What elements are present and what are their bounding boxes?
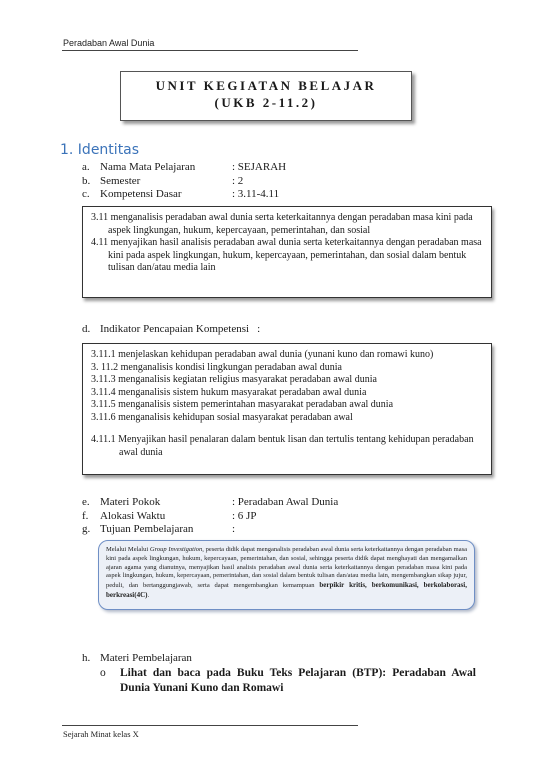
field-key: c. <box>82 188 90 200</box>
ipk-item: 3. 11.2 menganalisis kondisi lingkungan peradaban awal dunia <box>91 361 342 373</box>
title-line-1: UNIT KEGIATAN BELAJAR <box>155 78 377 93</box>
field-value: : 2 <box>232 174 244 187</box>
field-row <box>82 161 286 175</box>
identity-fields-2 <box>82 496 338 537</box>
field-row <box>82 175 286 189</box>
field-name: Tujuan Pembelajaran <box>100 523 194 535</box>
field-key: g. <box>82 523 91 535</box>
ipk-item: 3.11.4 menganalisis sistem hukum masyarakat peradaban awal dunia <box>91 386 367 398</box>
bullet-text <box>120 666 476 696</box>
field-key: a. <box>82 161 90 173</box>
field-key: d. <box>82 323 91 335</box>
header-divider <box>62 50 358 51</box>
kd-item: 4.11 menyajikan hasil analisis peradaban awal dunia serta keterkaitannya dengan peradaban masa kini pada aspek lingkungan, hukum, kepercayaan, pemerintahan, dan sosial dalam bentuk tulisan dan/atau media lain <box>91 237 482 273</box>
goal-skills: berpikir kritis, berkomunikasi, berkolaborasi, berkreasi(4C) <box>106 581 467 599</box>
materi-bullet <box>100 666 476 696</box>
bullet-icon: o <box>100 667 106 679</box>
goal-text: . <box>147 591 150 599</box>
running-header: Peradaban Awal Dunia <box>63 38 155 48</box>
ipk-item: 3.11.1 menjelaskan kehidupan peradaban awal dunia (yunani kuno dan romawi kuno) <box>91 349 434 360</box>
field-key: b. <box>82 174 91 187</box>
field-name: Alokasi Waktu <box>100 509 166 522</box>
field-key: h. <box>82 652 91 664</box>
field-name: Materi Pokok <box>100 496 161 508</box>
field-value: : 6 JP <box>232 509 257 522</box>
field-h-row <box>82 652 192 666</box>
field-key: f. <box>82 509 89 522</box>
field-key: e. <box>82 496 90 508</box>
ipk-item: 3.11.5 menganalisis sistem pemerintahan masyarakat peradaban awal dunia <box>91 399 394 410</box>
field-name: Materi Pembelajaran <box>100 652 192 664</box>
bullet-text-topic: Peradaban Awal Dunia Yunani Kuno dan Romawi <box>120 667 476 694</box>
field-name: Kompetensi Dasar <box>100 188 182 200</box>
field-value: : <box>232 523 236 535</box>
indikator-box <box>82 343 492 475</box>
bullet-text-lead: Lihat dan baca pada Buku Teks Pelajaran (BTP): <box>120 667 393 679</box>
field-row <box>82 188 286 202</box>
kompetensi-dasar-box <box>82 206 492 298</box>
field-value: : <box>257 323 261 335</box>
field-value: : Peradaban Awal Dunia <box>232 496 339 508</box>
field-value: : SEJARAH <box>232 161 287 173</box>
ipk-skill-item: 4.11.1 Menyajikan hasil penalaran dalam bentuk lisan dan tertulis tentang kehidupan peradaban awal dunia <box>91 434 474 458</box>
ipk-item: 3.11.6 menganalisis kehidupan sosial masyarakat peradaban awal <box>91 411 353 423</box>
title-line-2: (UKB 2-11.2) <box>214 95 318 110</box>
identity-fields-1 <box>82 161 286 202</box>
running-footer: Sejarah Minat kelas X <box>63 729 139 739</box>
tujuan-pembelajaran-box <box>98 540 475 610</box>
field-name: Semester <box>100 174 141 187</box>
field-row <box>82 510 338 524</box>
field-row <box>82 523 338 537</box>
goal-method: Group Investigation <box>149 546 203 553</box>
field-name: Nama Mata Pelajaran <box>100 161 196 173</box>
field-row <box>82 496 338 510</box>
title-box <box>120 71 412 121</box>
field-d-row <box>82 323 260 337</box>
field-name: Indikator Pencapaian Kompetensi <box>100 323 250 335</box>
field-value: : 3.11-4.11 <box>232 188 280 200</box>
section-heading-identitas: 1. Identitas <box>60 142 140 158</box>
goal-text: , peserta didik dapat menganalisis peradaban awal dunia serta keterkaitannya dengan peradaban masa kini pada aspek lingkungan, hukum, kepercayaan, pemerintahan, dan sosial, sehingga peserta didik dapat menghayati dan mengamalkan ajaran agama yang dianutnya, menyajikan hasil analisis peradaban awal dunia serta keterkaitannya dengan peradaban masa kini pada aspek lingkungan, hukum, kepercayaan, pemerintahan, dan sosial dalam bentuk tulisan dan/atau media lain, mengembangkan sikap jujur, peduli, dan bertanggungjawab, serta dapat mengembangkan kemampuan <box>106 546 468 590</box>
ipk-item: 3.11.3 menganalisis kegiatan religius masyarakat peradaban awal dunia <box>91 374 377 385</box>
footer-divider <box>62 725 358 726</box>
kd-item: 3.11 menganalisis peradaban awal dunia serta keterkaitannya dengan peradaban masa kini pada aspek lingkungan, hukum, kepercayaan, pemerintahan, dan sosial <box>91 212 473 236</box>
goal-text: Melalui Melalui <box>106 546 150 553</box>
